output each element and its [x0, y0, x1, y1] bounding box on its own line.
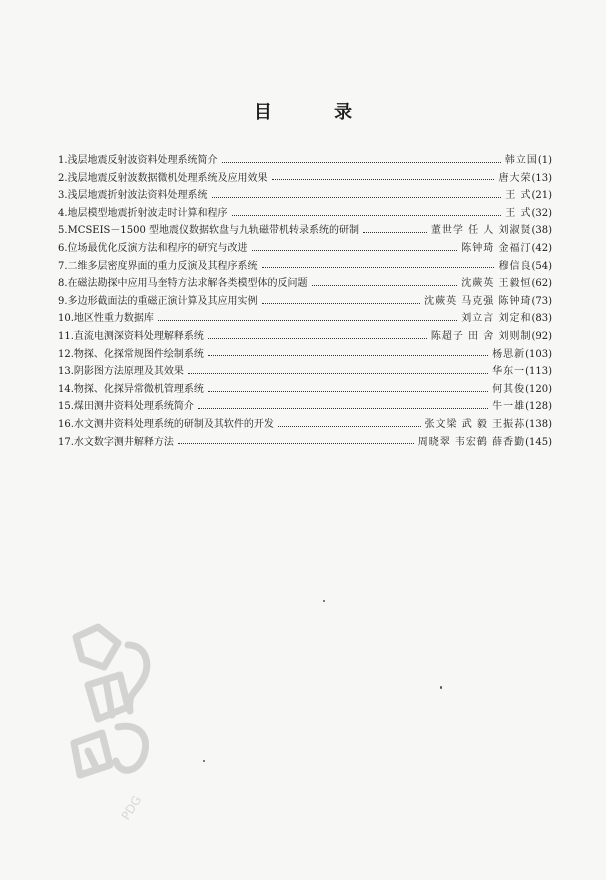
- dot-leader: [262, 266, 495, 268]
- toc-entry: [58, 363, 552, 381]
- toc-entry: [58, 310, 552, 328]
- entry-title: 二维多层密度界面的重力反演及其程序系统: [67, 260, 258, 272]
- entry-number: 7.: [58, 260, 68, 272]
- toc-entry: [58, 258, 552, 276]
- entry-title: 位场最优化反演方法和程序的研究与改进: [67, 242, 248, 254]
- dot-leader: [188, 372, 488, 374]
- toc-entry: [58, 328, 552, 346]
- entry-page-number: (120): [525, 383, 552, 395]
- entry-title: 多边形截面法的重磁正演计算及其应用实例: [67, 295, 258, 307]
- entry-authors: 何其俊: [492, 383, 526, 395]
- entry-title: 地层模型地震折射波走时计算和程序: [67, 207, 228, 219]
- entry-number: 15.: [58, 401, 74, 413]
- page-title: 目 录: [253, 102, 381, 123]
- entry-title: 浅层地震折射波法资料处理系统: [67, 190, 208, 202]
- entry-page-number: (92): [531, 330, 552, 342]
- entry-authors: 沈蕨英 王毅恒: [461, 278, 532, 290]
- entry-page-number: (13): [531, 172, 552, 184]
- toc-entry: [58, 398, 552, 416]
- entry-number: 9.: [58, 295, 68, 307]
- entry-authors: 张文梁 武 毅 王振荪: [424, 418, 526, 430]
- entry-number: 16.: [58, 418, 74, 430]
- entry-number: 12.: [58, 348, 74, 360]
- dot-leader: [252, 249, 458, 251]
- entry-number: 11.: [58, 330, 74, 342]
- entry-title: 水文数字测井解释方法: [73, 436, 174, 448]
- toc-entry: [58, 381, 552, 399]
- toc-entry: [58, 275, 552, 293]
- entry-authors: 董世学 任 人 刘淑贤: [430, 225, 532, 237]
- entry-page-number: (113): [525, 366, 552, 378]
- dot-leader: [198, 407, 488, 409]
- entry-authors: 沈蕨英 马克强 陈钟琦: [424, 295, 532, 307]
- entry-authors: 王 式: [505, 207, 532, 219]
- entry-title: 物探、化探异常微机管理系统: [73, 383, 204, 395]
- entry-page-number: (62): [531, 278, 552, 290]
- entry-page-number: (73): [531, 295, 552, 307]
- entry-number: 4.: [58, 207, 68, 219]
- dot-leader: [178, 442, 414, 444]
- entry-title: 物探、化探常规图件绘制系统: [73, 348, 204, 360]
- toc-entry: [58, 416, 552, 434]
- entry-page-number: (38): [531, 225, 552, 237]
- dot-leader: [208, 337, 427, 339]
- entry-title: 阴影图方法原理及其效果: [73, 366, 184, 378]
- library-seal-watermark: [58, 615, 163, 843]
- entry-title: 水文测井资料处理系统的研制及其软件的开发: [73, 418, 274, 430]
- dot-leader: [363, 231, 427, 233]
- toc-entry: [58, 187, 552, 205]
- entry-number: 1.: [58, 155, 68, 166]
- entry-page-number: (145): [525, 436, 552, 448]
- entry-authors: 华东一: [492, 366, 526, 378]
- entry-page-number: (42): [531, 242, 552, 254]
- toc-entry: [58, 170, 552, 188]
- entry-authors: 周晓翠 韦宏鹤 薛香勤: [417, 436, 526, 448]
- entry-number: 14.: [58, 383, 74, 395]
- table-of-contents: [58, 152, 552, 451]
- entry-authors: 陈钟琦 金福汀: [461, 242, 532, 254]
- dot-leader: [208, 390, 488, 392]
- entry-authors: 陈超子 田 舍 刘则制: [430, 330, 532, 342]
- entry-page-number: (21): [531, 190, 552, 202]
- entry-number: 8.: [58, 278, 68, 290]
- toc-entry: [58, 240, 552, 258]
- entry-number: 5.: [58, 225, 68, 237]
- entry-number: 10.: [58, 313, 74, 325]
- entry-page-number: (103): [525, 348, 552, 360]
- entry-number: 17.: [58, 436, 74, 448]
- dot-leader: [212, 196, 502, 198]
- entry-title: 浅层地震反射波资料处理系统简介: [67, 155, 218, 166]
- dot-leader: [222, 161, 501, 163]
- entry-authors: 王 式: [505, 190, 532, 202]
- entry-page-number: (138): [525, 418, 552, 430]
- dot-leader: [158, 319, 457, 321]
- toc-entry: [58, 293, 552, 311]
- toc-entry: [58, 434, 552, 452]
- entry-number: 13.: [58, 366, 74, 378]
- entry-page-number: (83): [531, 313, 552, 325]
- entry-title: 直流电测深资料处理解释系统: [73, 330, 204, 342]
- entry-page-number: (32): [531, 207, 552, 219]
- entry-title: 煤田测井资料处理系统简介: [73, 401, 194, 413]
- entry-title: 浅层地震反射波数据微机处理系统及应用效果: [67, 172, 268, 184]
- dot-leader: [272, 178, 495, 180]
- entry-title: 在磁法勘探中应用马奎特方法求解各类模型体的反问题: [67, 278, 308, 290]
- entry-authors: 刘立言 刘定和: [461, 313, 532, 325]
- entry-authors: 唐大荣: [498, 172, 532, 184]
- dot-leader: [312, 284, 458, 286]
- entry-authors: 牛一雄: [492, 401, 526, 413]
- entry-page-number: (54): [531, 260, 552, 272]
- entry-number: 6.: [58, 242, 68, 254]
- toc-entry: [58, 222, 552, 240]
- dot-leader: [262, 302, 421, 304]
- entry-page-number: (128): [525, 401, 552, 413]
- entry-title: MCSEIS－1500 型地震仪数据软盘与九轨磁带机转录系统的研制: [67, 225, 360, 237]
- entry-number: 3.: [58, 190, 68, 202]
- entry-title: 地区性重力数据库: [73, 313, 154, 325]
- entry-number: 2.: [58, 172, 68, 184]
- dot-leader: [208, 354, 488, 356]
- entry-authors: 穆信良: [498, 260, 532, 272]
- toc-entry: [58, 346, 552, 364]
- entry-page-number: (1): [537, 155, 552, 166]
- entry-authors: 杨思新: [492, 348, 526, 360]
- entry-authors: 韩立国: [504, 155, 538, 166]
- toc-entry: [58, 205, 552, 223]
- seal-text: PDG: [118, 793, 145, 823]
- dot-leader: [278, 425, 421, 427]
- toc-entry: [58, 152, 552, 170]
- dot-leader: [232, 214, 502, 216]
